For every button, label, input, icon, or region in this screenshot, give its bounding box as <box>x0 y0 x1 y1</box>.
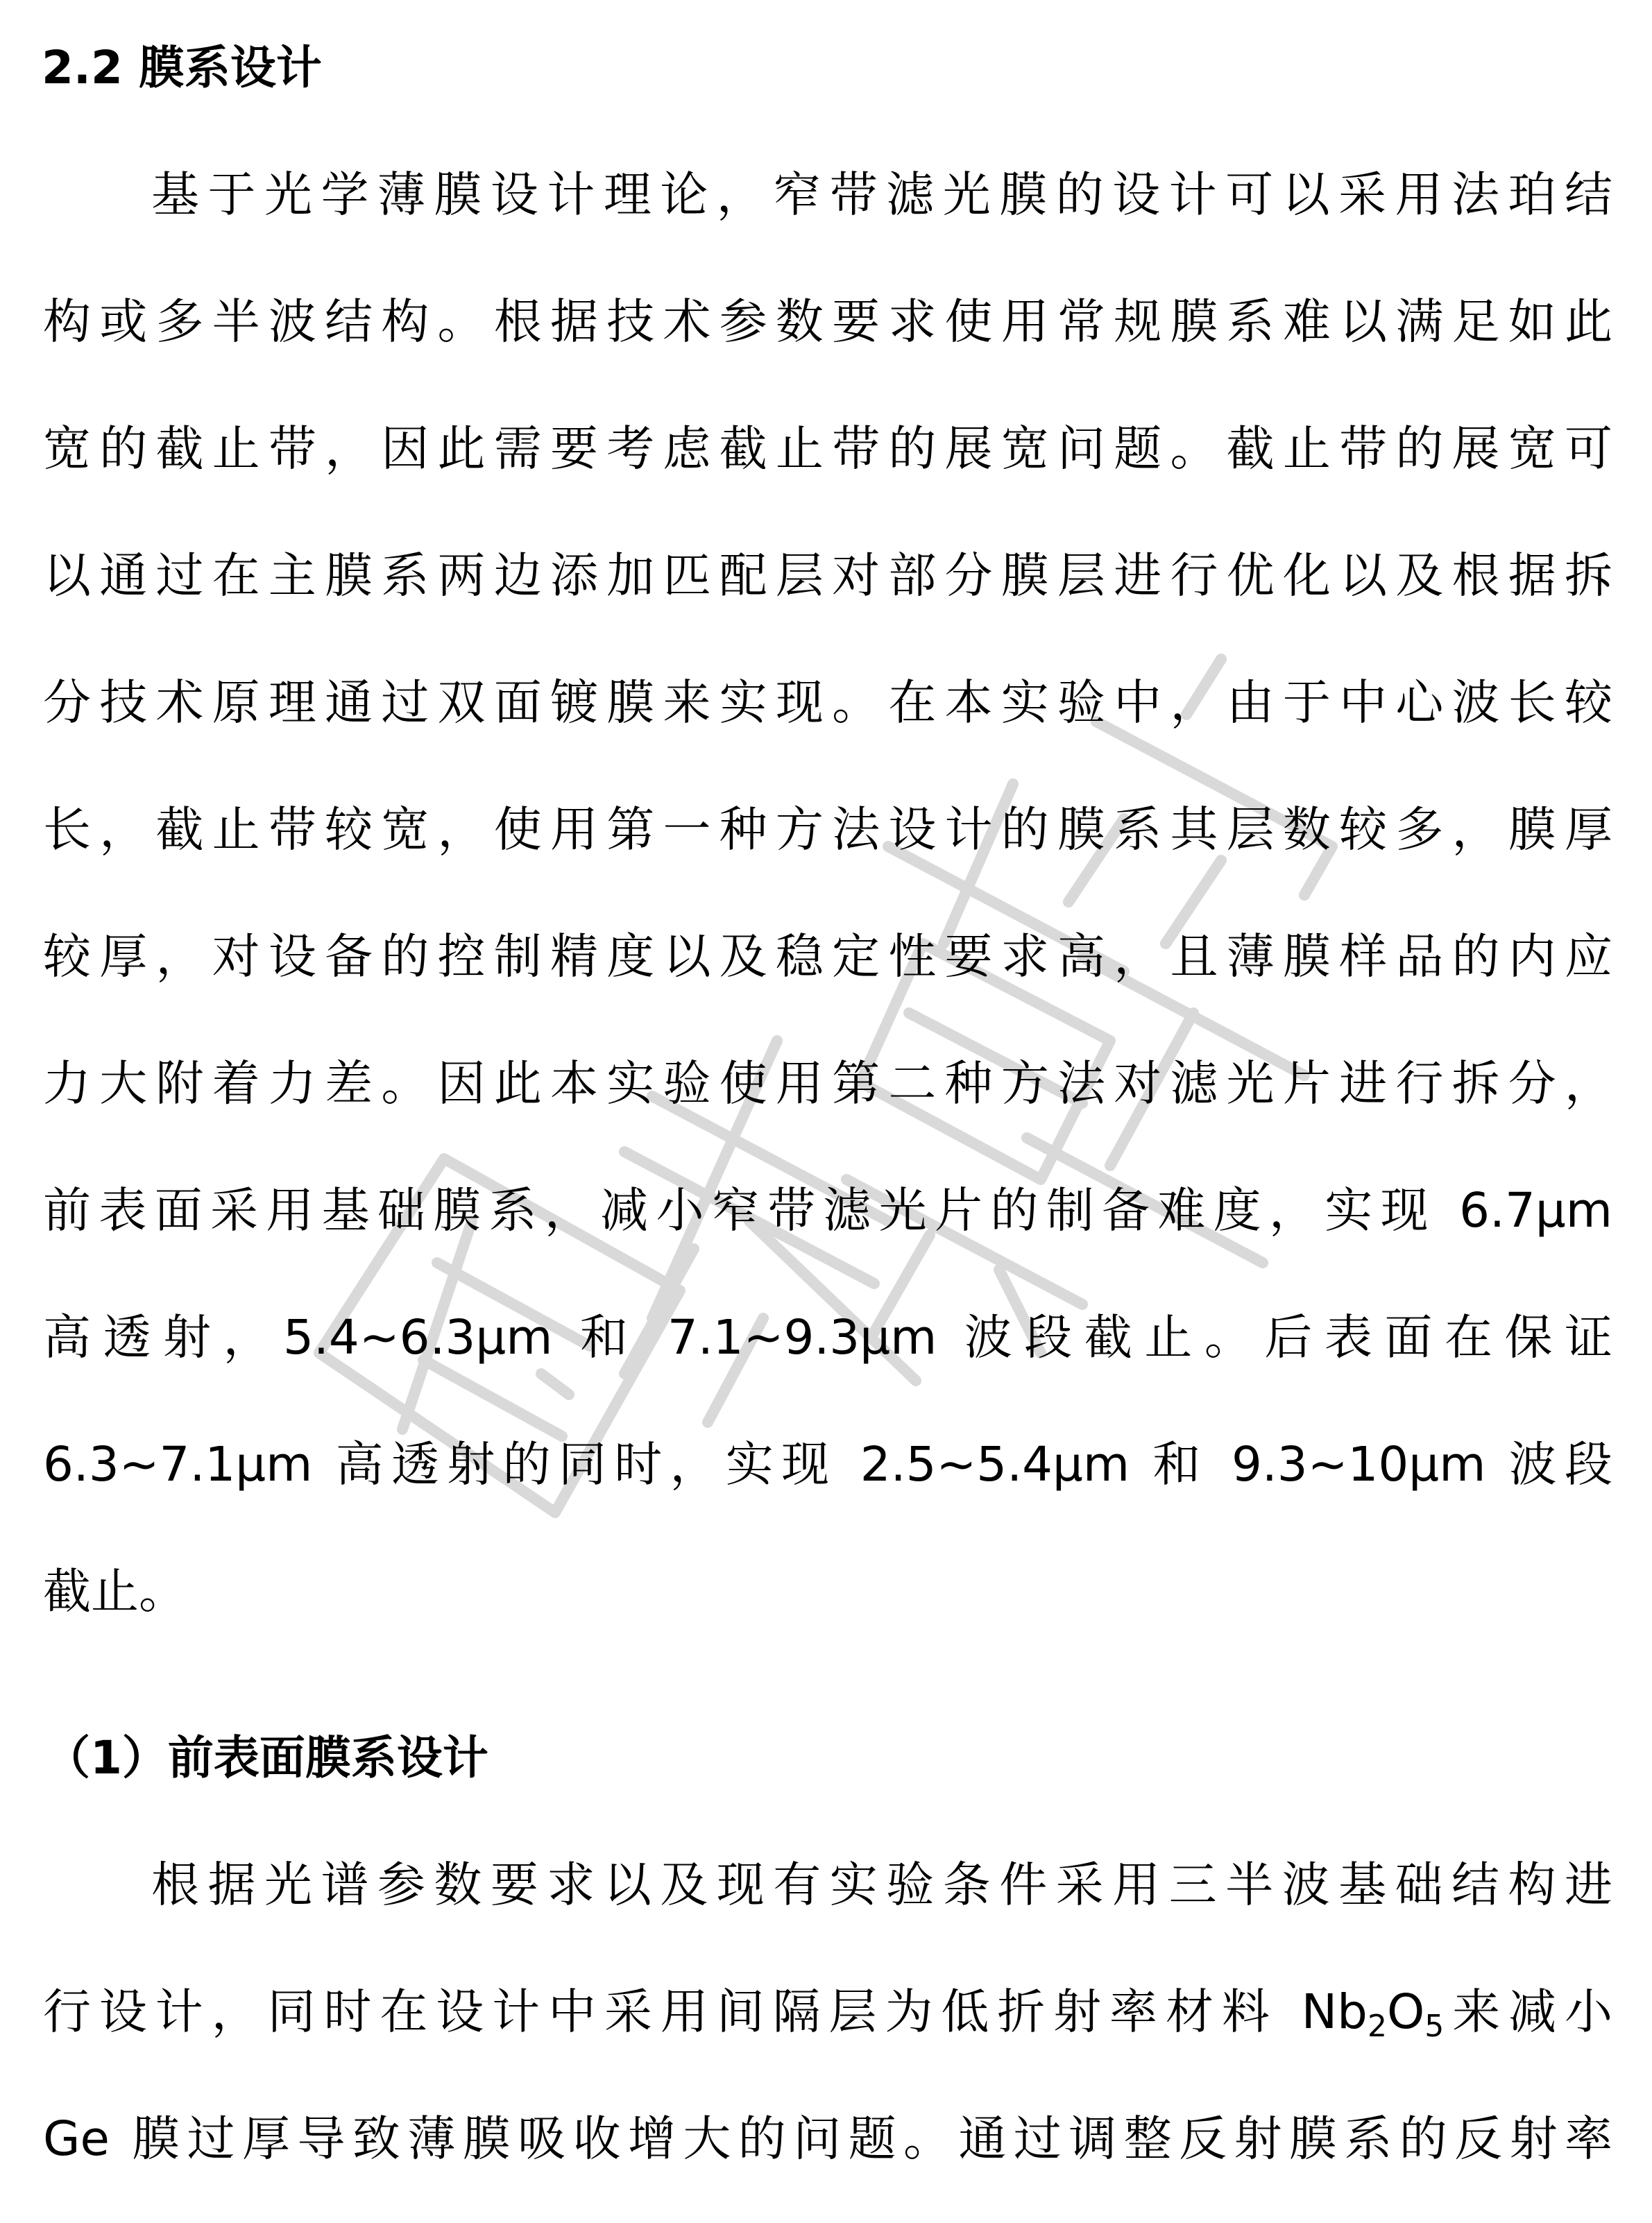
subscript: 2 <box>1367 2009 1387 2044</box>
paragraph-1-line: 前表面采用基础膜系，减小窄带滤光片的制备难度，实现 6.7μm <box>43 1183 1612 1238</box>
paragraph-1-line: 截止。 <box>43 1564 187 1619</box>
paragraph-1-line: 以通过在主膜系两边添加匹配层对部分膜层进行优化以及根据拆 <box>43 548 1612 604</box>
paragraph-1-line: 宽的截止带，因此需要考虑截止带的展宽问题。截止带的展宽可 <box>43 421 1612 477</box>
paragraph-1-line: 分技术原理通过双面镀膜来实现。在本实验中，由于中心波长较 <box>43 675 1612 731</box>
text-run: 来减小 <box>1444 1984 1612 2040</box>
paragraph-1-line: 较厚，对设备的控制精度以及稳定性要求高，且薄膜样品的内应 <box>43 929 1612 985</box>
paragraph-1-line: 基于光学薄膜设计理论，窄带滤光膜的设计可以采用法珀结 <box>151 167 1612 223</box>
paragraph-2-line <box>43 1977 1612 2047</box>
paragraph-1-line: 长，截止带较宽，使用第一种方法设计的膜系其层数较多，膜厚 <box>43 802 1612 858</box>
text-run: 行设计，同时在设计中采用间隔层为低折射率材料 Nb <box>43 1984 1368 2040</box>
paragraph-1-line: 6.3~7.1μm 高透射的同时，实现 2.5~5.4μm 和 9.3~10μm 波段 <box>43 1437 1612 1492</box>
paragraph-2-line: Ge 膜过厚导致薄膜吸收增大的问题。通过调整反射膜系的反射率 <box>43 2111 1612 2167</box>
subsection-title: （1）前表面膜系设计 <box>44 1731 488 1785</box>
text-run: O <box>1386 1984 1425 2040</box>
subscript: 5 <box>1424 2009 1445 2044</box>
paragraph-2-line: 根据光谱参数要求以及现有实验条件采用三半波基础结构进 <box>151 1857 1612 1913</box>
paragraph-1-line: 高透射，5.4~6.3μm 和 7.1~9.3μm 波段截止。后表面在保证 <box>43 1310 1612 1365</box>
paragraph-1-line: 构或多半波结构。根据技术参数要求使用常规膜系难以满足如此 <box>43 294 1612 350</box>
section-title: 2.2 膜系设计 <box>42 41 322 94</box>
paragraph-1-line: 力大附着力差。因此本实验使用第二种方法对滤光片进行拆分， <box>43 1056 1612 1112</box>
